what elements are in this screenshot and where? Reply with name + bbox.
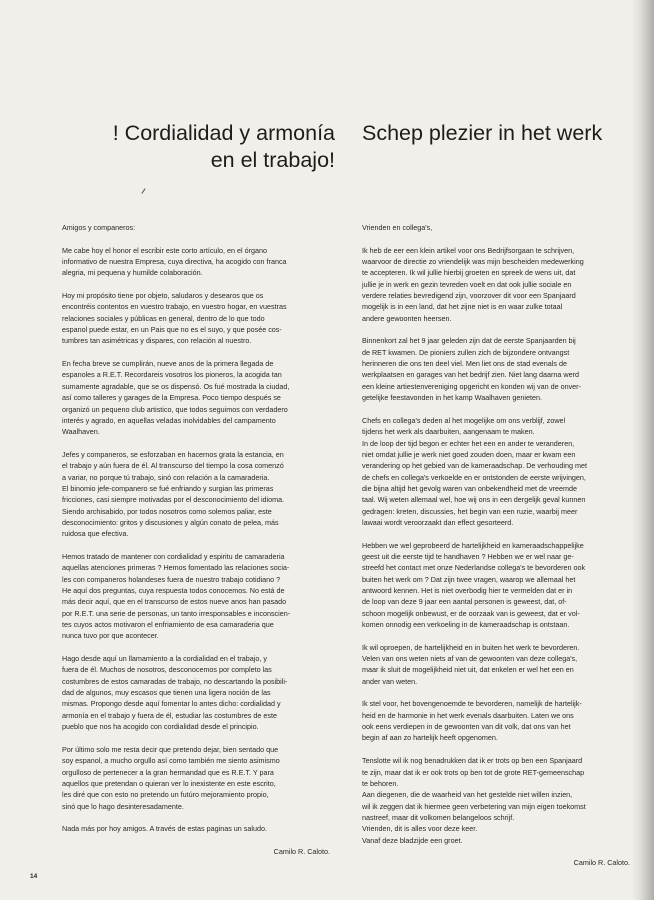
spanish-article-column [62,222,330,857]
dutch-paragraph-1: Ik heb de eer een klein artikel voor ons Bedrijfsorgaan te schrijven, waarvoor de directie zo vriendelijk was mijn bescheiden medewerking te accepteren. Ik wil jullie hierbij groeten en spreek de wens uit, dat jullie je in werk en gezin tevreden voelt en dat ook jullie sociale en verdere relaties bevredigend zijn, voorzover dit voor een Spanjaard mogelijk is in een land, dat het zijne niet is en waar zulke totaal andere gewoonten heersen. [362,245,584,323]
spanish-paragraph-4: Jefes y companeros, se esforzaban en hacernos grata la estancia, en el trabajo y aún fuera de él. Al transcurso del tiempo la cosa comenzó a variar, no porque tú trabajo, sinó con relación a la camaraderia. El binomio jefe-companero se fué enfriando y surgian las primeras fricciones, casi siempre motivadas por el desconocimiento del idioma. Siendo archisabido, por todos nosotros como solemos paliar, este desconocimiento: gritos y discusiones y algún conato de pelea, más ruidosa que efectiva. [62,449,285,539]
spanish-title [80,120,335,174]
dutch-paragraph-4: Hebben we wel geprobeerd de hartelijkheid en kameraadschappelijke geest uit die eerste tijd te handhaven ? Hebben we er wel naar ge- streefd het contact met onze Nederlandse collega's te bevorderen ook buiten het werk om ? Dat zijn twee vragen, waarop we allemaal het antwoord kennen. Het is niet overbodig hier te vermelden dat er in de loop van deze 9 jaar een aantal personen is geweest, dat, of- schoon mogelijk onbewust, er de oorzaak van is geweest, dat er vol- komen onnodig een verkoeling in de kameraadschap is ontstaan. [362,540,586,630]
spanish-greeting: Amigos y companeros: [62,223,136,232]
dutch-title: Schep plezier in het werk [362,121,603,145]
spanish-signature: Camilo R. Caloto. [273,846,330,856]
spanish-paragraph-7: Por último solo me resta decir que pretendo dejar, bien sentado que soy espanol, a mucho orgullo así como también me siento asimismo orgulloso de pertenecer a la gran hermandad que es R.E.T. Y para aquellos que pretendan o quieran ver lo inexistente en este escrito, les diré que con esto no pretendo un futúro mejoramiento propio, sinó que lo hago desinteresadamente. [62,744,280,811]
dutch-paragraph-5: Ik wil oproepen, de hartelijkheid en in buiten het werk te bevorderen. Velen van ons weten niets af van de gewoonten van deze collega's, maar ik sluit de mogelijkheid niet uit, dat enkelen er wel het een en ander van weten. [362,642,580,686]
dutch-signature: Camilo R. Caloto. [573,858,630,868]
dutch-paragraph-2: Binnenkort zal het 9 jaar geleden zijn dat de eerste Spanjaarden bij de RET kwamen. De pioniers zullen zich de bijzondere ontvangst herinneren die ons ten deel viel. Men liet ons de stad evenals de werkplaatsen en garages van het bedrijf zien. Niet lang daarna werd een kleine artiestenvereniging opgericht en konden wij van de onver- getelijke feestavonden in het kamp Waalhaven genieten. [362,336,581,403]
spanish-paragraph-5: Hemos tratado de mantener con cordialidad y espiritu de camaraderia aquellas atenciones primeras ? Hemos fomentado las relaciones socia- les con companeros holandeses fuera de nuestro trabajo cotidiano ? He aquí dos preguntas, cuya respuesta todos conocemos. No está de más decir aquí, que en el transcurso de estos nueve anos han pasado por R.E.T. una serie de personas, un tanto irresponsables e inconscien- tes cuyos actos motivaron el enfriamiento de esa camaraderia que nunca tuvo por que acontecer. [62,551,291,641]
dutch-paragraph-6: Ik stel voor, het bovengenoemde te bevorderen, namelijk de hartelijk- heid en de harmonie in het werk evenals daarbuiten. Laten we ons ook eens verdiepen in de gewoonten van dit volk, dat ons van het begin af aan zo hartelijk heeft opgenomen. [362,699,582,743]
dutch-article-column [362,222,630,869]
dutch-greeting: Vrienden en collega's, [362,223,433,232]
spanish-closing: Nada más por hoy amigos. A través de estas paginas un saludo. [62,824,267,834]
spanish-title-line-2: en el trabajo! [210,148,335,172]
dutch-paragraph-3: Chefs en collega's deden al het mogelijke om ons verblijf, zowel tijdens het werk als daarbuiten, aangenaam te maken. In de loop der tijd begon er echter het een en ander te veranderen, niet omdat jullie je werk niet goed zouden doen, maar er kwam een verandering op het gebied van de kameraadschap. De verhouding met de chefs en collega's verkoelde en er ontstonden de eerste wrijvingen, die bijna altijd het gevolg waren van onbekendheid met de vreemde taal. Wij weten allemaal wel, hoe wij ons in een dergelijk geval kunnen gedragen: kreten, discussies, het begin van een ruzie, waarbij meer lawaai wordt veroorzaakt dan effect gesorteerd. [362,415,587,527]
spanish-paragraph-3: En fecha breve se cumplirán, nueve anos de la primera llegada de espanoles a R.E.T. Recordareis vosotros los pioneros, la acogida tan sumamente agradable, que se os dispensó. Os fué mostrada la ciudad, así como talleres y garages de la Empresa. Poco tiempo después se organizó un pequeno club artistico, que todos seguimos con verdadero interés y agrado, en aquellas veladas inolvidables del campamento Waalhaven. [62,359,290,437]
spanish-title-line-1: ! Cordialidad y armonía [112,121,335,145]
spanish-paragraph-2: Hoy mi propósito tiene por objeto, saludaros y desearos que os encontréis contentos en vuestro trabajo, en vuestro hogar, en vuestras relaciones sociales y públicas en general, dentro de lo que todo espanol puede estar, en un Pais que no es el suyo, y que posée cos- tumbres tan asimétricas y dispares, con relación al nuestro. [62,291,287,346]
spanish-paragraph-6: Hago desde aquí un llamamiento a la cordialidad en el trabajo, y fuera de él. Muchos de nosotros, desconocemos por completo las costumbres de estos camaradas de trabajo, no descartando la posibili- dad de algunos, muy escasos que tienen una ligera noción de las mismas. Propongo desde aquí fomentar lo antes dicho: cordialidad y armonía en el trabajo y fuera de él, estudiar las costumbres de este pueblo que nos ha acogido con cordialidad desde el principio. [62,654,288,732]
spanish-paragraph-1: Me cabe hoy el honor el escribir este corto artículo, en el órgano informativo de nuestra Empresa, cuya directiva, ha acogido con franca alegria, mi pequena y humilde colaboración. [62,245,287,278]
pen-mark [141,188,145,193]
dutch-paragraph-7: Tenslotte wil ik nog benadrukken dat ik er trots op ben een Spanjaard te zijn, maar dat ik er ook trots op ben tot de grote RET-gemeenschap te behoren. Aan diegenen, die de waarheid van het gestelde niet willen inzien, wil ik zeggen dat ik hiermee geen verbetering van mijn eigen toekomst nastreef, maar dit volkomen belangeloos schrijf. Vrienden, dit is alles voor deze keer. Vanaf deze bladzijde een groet. [362,756,586,845]
page-number: 14 [30,873,38,880]
binding-shadow [632,0,654,900]
